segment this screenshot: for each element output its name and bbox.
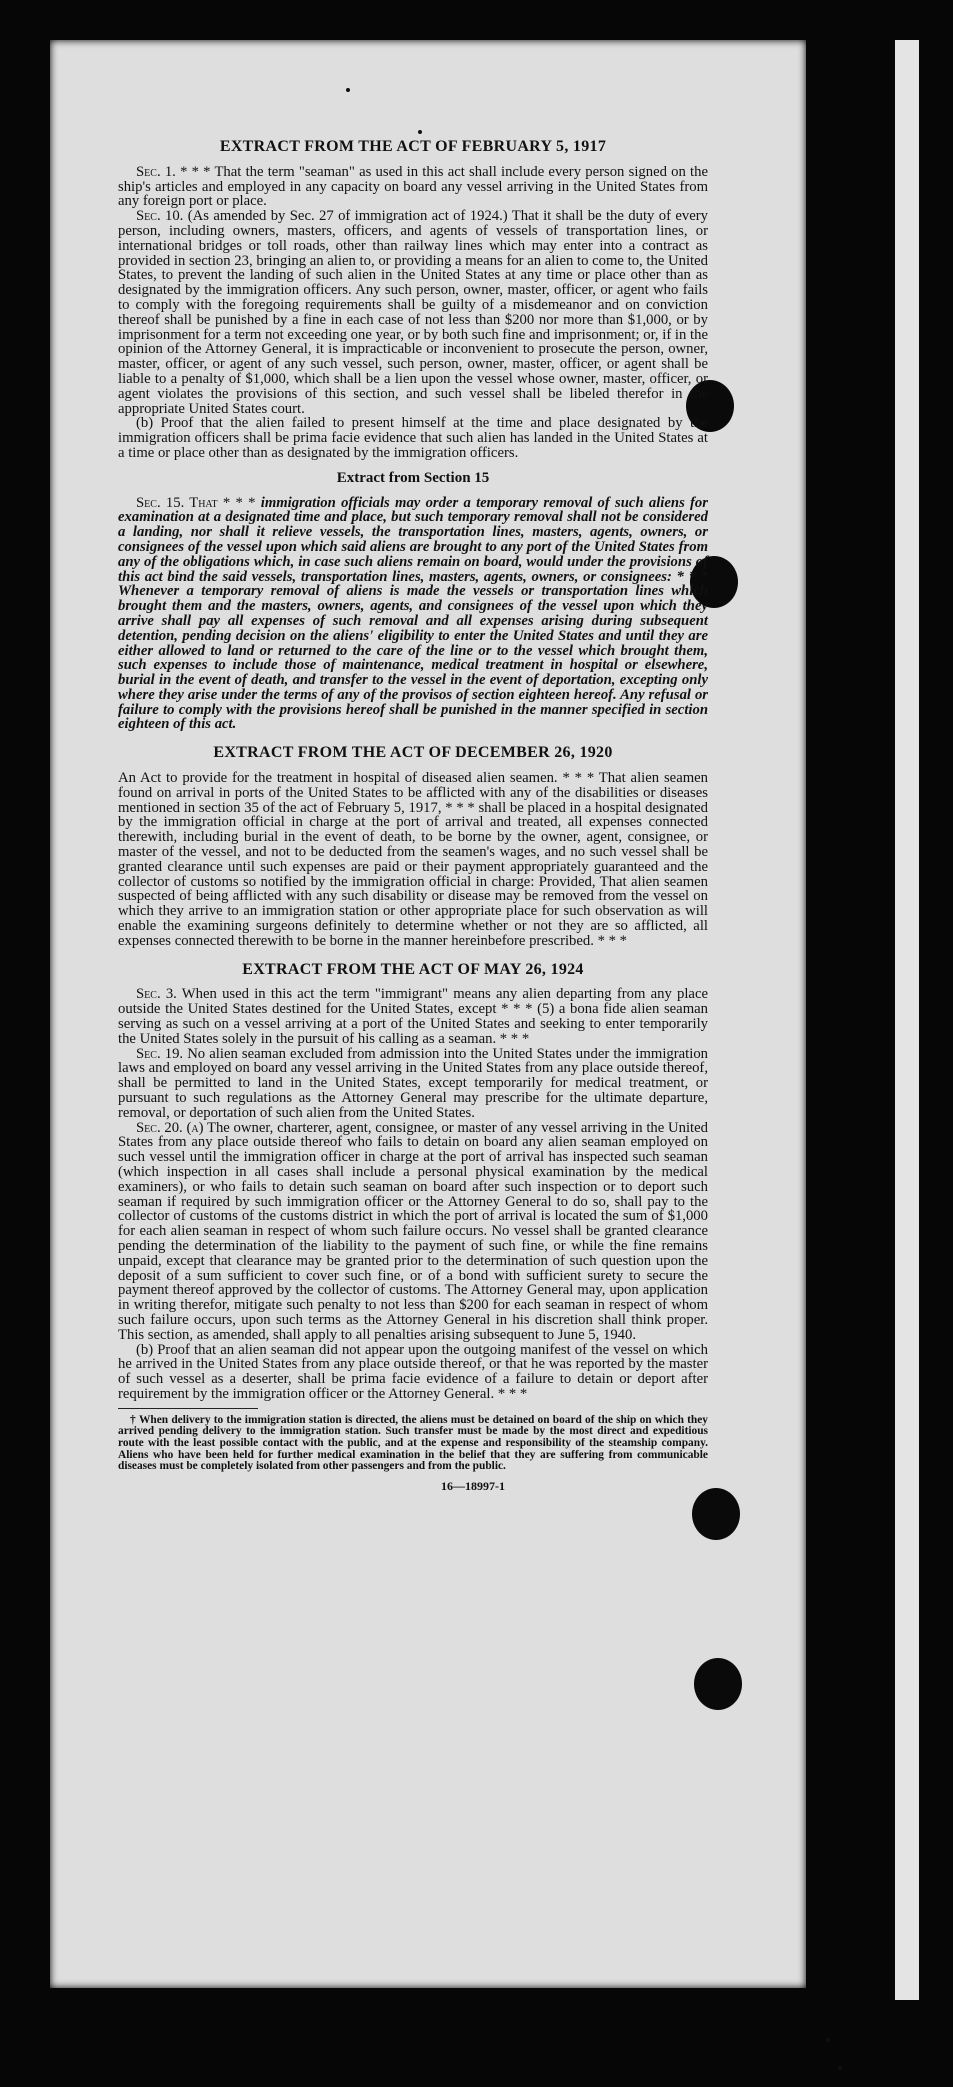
punch-hole [692,1488,740,1540]
punch-hole [694,1658,742,1710]
scan-speck [838,2066,842,2070]
section-10b-paragraph: (b) Proof that the alien failed to present himself at the time and place designated by the immigration officers shall be prima facie evidence that such alien has landed in the United States at a time or place other than as designated by the immigration officers. [118,415,708,461]
section-1-paragraph: Sec. 1. * * * That the term "seaman" as used in this act shall include every person signed on the ship's articles and employed in any capacity on board any vessel arriving in the United States from any foreign port or place. [118,163,709,210]
scan-speck [418,130,422,134]
section-20a-paragraph: Sec. 20. (a) The owner, charterer, agent, consignee, or master of any vessel arriving in the United States from any place outside thereof who fails to detain on board any alien seaman employed on such vessel until the immigration officer in charge at the port of arrival has inspected such seaman (which inspection in all cases shall include a personal physical examination by the medical examiners), or who fails to detain such seaman on board after such inspection or to deport such seaman if required by such immigration officer or the Attorney General to do so, shall pay to the collector of customs of the customs district in which the port of arrival is located the sum of $1,000 for each alien seaman in respect of whom such failure occurs. No vessel shall be granted clearance pending the determination of the liability to the payment of such fine, or while the fine remains unpaid, except that clearance may be granted prior to the determination of such question upon the deposit of a sum sufficient to cover such fine, or of a bond with sufficient surety to secure the payment thereof approved by the collector of customs. The Attorney General may, upon application in writing therefor, mitigate such penalty to not less than $200 for each seaman in respect of whom such failure occurs, upon such terms as the Attorney General in his discretion shall think proper. This section, as amended, shall apply to all penalties arising subsequent to June 5, 1940. [118,1119,708,1343]
footnote: † When delivery to the immigration station is directed, the aliens must be detained on board of the ship on which they arrived pending delivery to the immigration station. Such transfer must be made by the most direct and expeditious route with the least possible contact with the public, and at the expense and responsibility of the steamship company. Aliens who have been held for further medical examination in the belief that they are suffering from communicable diseases must be completely isolated from other passengers and from the public. [118,1413,708,1473]
section-20b-paragraph: (b) Proof that an alien seaman did not appear upon the outgoing manifest of the vessel on which he arrived in the United States from any place outside thereof, or that he was reported by the master of such vessel as a deserter, shall be prima facie evidence of a failure to detain or deport after requirement by the immigration officer or the Attorney General. * * * [118,1341,708,1402]
form-number: 16—18997-1 [441,1478,505,1493]
scan-speck [826,2038,830,2042]
section-15-paragraph: Sec. 15. That * * * immigration officials may order a temporary removal of such aliens for examination at a designated time and place, but such temporary removal shall not be considered a landing, nor shall it relieve vessels, the transportation lines, masters, agents, owners, or consignees of the vessel upon which said aliens are brought to any port of the United States from any of the obligations which, in case such aliens remain on board, would under the provisions of this act bind the said vessels, transportation lines, masters, agents, owners, or consignees: * * * Whenever a temporary removal of aliens is made the vessels or transportation lines which brought them and the masters, owners, agents, and consignees of the vessel upon which they arrive shall pay all expenses of such removal and all expenses arising during subsequent detention, pending decision on the aliens' eligibility to enter the United States and until they are either allowed to land or returned to the care of the line or to the vessel which brought them, such expenses to include those of maintenance, medical treatment in hospital or elsewhere, burial in the event of death, and transfer to the vessel in the event of deportation, excepting only where they arise under the terms of any of the provisos of section eighteen hereof. Any refusal or failure to comply with the provisions hereof shall be punished in the manner specified in section eighteen of this act. [118,494,708,733]
scan-speck [346,88,350,92]
heading-act-1920: EXTRACT FROM THE ACT OF DECEMBER 26, 1920 [213,744,613,762]
footnote-rule [118,1408,258,1409]
section-19-paragraph: Sec. 19. No alien seaman excluded from admission into the United States under the immigration laws and employed on board any vessel arriving in the United States from any place outside thereof, shall be permitted to land in the United States, except temporarily for medical treatment, or pursuant to such regulations as the Attorney General may prescribe for the ultimate departure, removal, or deportation of such alien from the United States. [118,1045,709,1121]
paper-edge-strip [895,40,919,2000]
heading-act-1917: EXTRACT FROM THE ACT OF FEBRUARY 5, 1917 [219,138,607,155]
heading-act-1924: EXTRACT FROM THE ACT OF MAY 26, 1924 [242,960,584,978]
act-1920-paragraph: An Act to provide for the treatment in hospital of diseased alien seamen. * * * That alien seamen found on arrival in ports of the United States to be afflicted with any of the disabilities or diseases mentioned in section 35 of the act of February 5, 1917, * * * shall be placed in a hospital designated by the immigration official in charge at the port of arrival and treated, all expenses connected therewith, including burial in the event of death, to be borne by the owner, agent, consignee, or master of the vessel, and not to be deducted from the seamen's wages, and no such vessel shall be granted clearance until such expenses are paid or their payment appropriately guaranteed and the collector of customs so notified by the immigration official in charge: Provided, That alien seamen suspected of being afflicted with any such disability or disease may be removed from the vessel on which they arrive to an immigration station or other appropriate place for such observation as will enable the examining surgeons definitely to determine whether or not they are so afflicted, all expenses connected therewith to be borne in the manner hereinbefore prescribed. * * * [118,770,708,949]
subheading-section-15: Extract from Section 15 [336,469,490,486]
section-3-paragraph: Sec. 3. When used in this act the term "immigrant" means any alien departing from any place outside the United States destined for the United States, except * * * (5) a bona fide alien seaman serving as such on a vessel arriving at a port of the United States and seeking to enter temporarily the United States solely in the pursuit of his calling as a seaman. * * * [118,986,708,1047]
document-text [118,140,708,1494]
section-10-paragraph: Sec. 10. (As amended by Sec. 27 of immigration act of 1924.) That it shall be the duty of every person, including owners, masters, officers, and agents of vessels of transportation lines, or international bridges or toll roads, other than railway lines which may enter into a contract as provided in section 23, bringing an alien to, or providing a means for an alien to come to, the United States, to prevent the landing of such alien in the United States at any time or place other than as designated by the immigration officers. Any such person, owner, master, officer, or agent who fails to comply with the foregoing requirements shall be guilty of a misdemeanor and on conviction thereof shall be punished by a fine in each case of not less than $200 nor more than $1,000, or by imprisonment for a term not exceeding one year, or by both such fine and imprisonment; or, if in the opinion of the Attorney General, it is impracticable or inconvenient to prosecute the person, owner, master, officer, or agent of any such vessel, such person, owner, master, officer, or agent shall be liable to a penalty of $1,000, which shall be a lien upon the vessel whose owner, master, officer, or agent violates the provisions of this section, and such vessel shall be libeled therefor in the appropriate United States court. [118,208,708,417]
